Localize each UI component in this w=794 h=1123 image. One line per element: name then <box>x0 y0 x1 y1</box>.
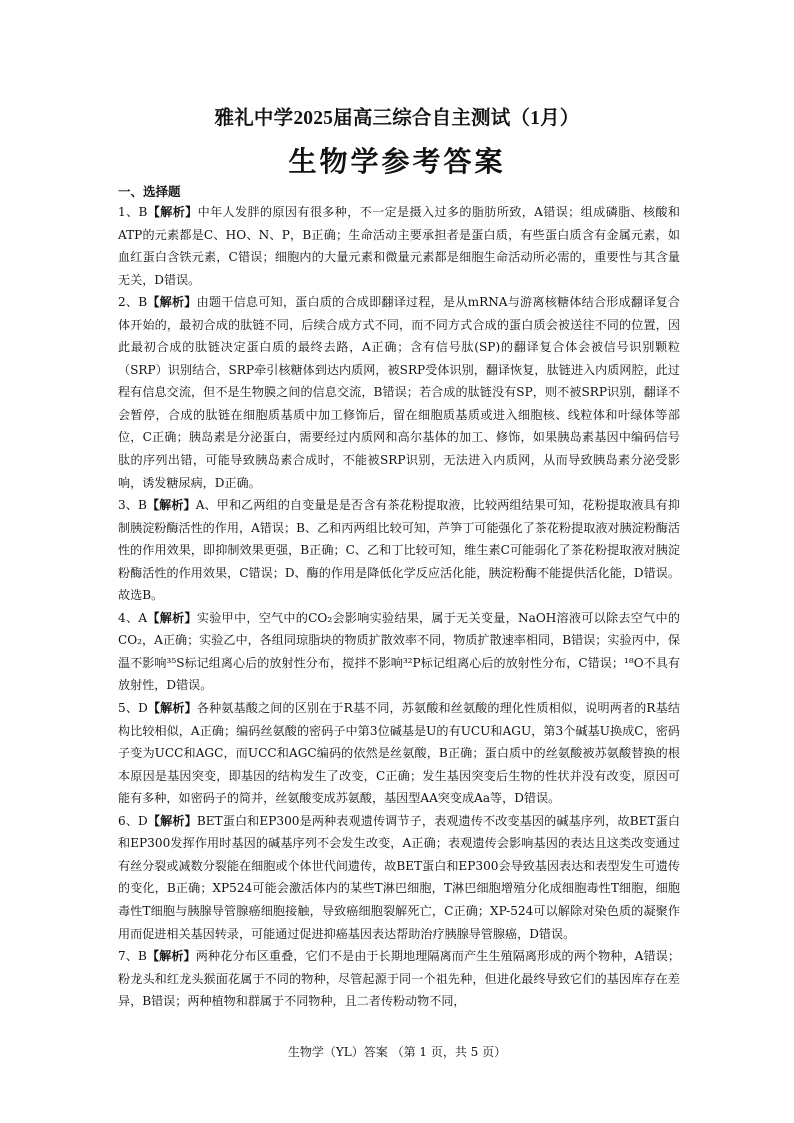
analysis-tag: 【解析】 <box>146 498 196 513</box>
analysis-text: BET蛋白和EP300是两种表观遗传调节子，表观遗传不改变基因的碱基序列，故BET蛋白和EP300发挥作用时基因的碱基序列不会发生改变，A正确；表观遗传会影响基因的表达且这类改变通过有丝分裂或减数分裂能在细胞或个体世代间遗传，故BET蛋白和EP300会导致基因表达和表型发生可遗传的变化，B正确；XP524可能会激活体内的某些T淋巴细胞，T淋巴细胞增殖分化成细胞毒性T细胞，细胞毒性T细胞与胰腺导管腺癌细胞接触，导致癌细胞裂解死亡，C正确；XP-524可以解除对染色质的凝聚作用而促进相关基因转录，可能通过促进抑癌基因表达帮助治疗胰腺导管腺癌，D错误。 <box>118 813 680 941</box>
document-title: 生物学参考答案 <box>288 145 506 178</box>
analysis-text: 实验甲中，空气中的CO₂会影响实验结果，属于无关变量，NaOH溶液可以除去空气中的CO₂，A正确；实验乙中，各组同琼脂块的物质扩散效率不同，物质扩散速率相同，B错误；实验丙中，保温不影响³⁵S标记组离心后的放射性分布，搅拌不影响³²P标记组离心后的放射性分布，C错误；¹⁸O不具有放射性，D错误。 <box>118 610 680 693</box>
answer-number: 1、B <box>118 205 148 219</box>
analysis-text: A、甲和乙两组的自变量是是否含有茶花粉提取液，比较两组结果可知，花粉提取液具有抑制胰淀粉酶活性的作用，A错误；B、乙和丙两组比较可知，芦笋丁可能强化了茶花粉提取液对胰淀粉酶活性的作用效果，即抑制效果更强，B正确；C、乙和丁比较可知，维生素C可能弱化了茶花粉提取液对胰淀粉酶活性的作用效果，C错误；D、酶的作用是降低化学反应活化能，胰淀粉酶不能提供活化能，D错误。故选B。 <box>118 498 680 603</box>
analysis-tag: 【解析】 <box>147 813 197 828</box>
analysis-tag: 【解析】 <box>147 610 197 625</box>
answer-list <box>118 201 680 1013</box>
answer-item-4 <box>118 607 680 697</box>
answer-number: 6、D <box>118 813 148 828</box>
answer-number: 2、B <box>118 295 148 310</box>
answer-number: 4、A <box>118 610 148 625</box>
answer-item-2 <box>118 291 680 494</box>
answer-item-1 <box>118 201 680 291</box>
answer-item-6 <box>118 810 680 945</box>
answer-number: 7、B <box>118 949 147 964</box>
analysis-tag: 【解析】 <box>147 295 197 310</box>
answer-number: 5、D <box>118 701 148 716</box>
answer-item-3 <box>118 494 680 607</box>
analysis-tag: 【解析】 <box>147 205 198 219</box>
analysis-tag: 【解析】 <box>146 949 196 964</box>
analysis-text: 两种花分布区重叠，它们不是由于长期地理隔离而产生生殖隔离形成的两个物种，A错误；粉龙头和红龙头猴面花属于不同的物种，尽管起源于同一个祖先种，但进化最终导致它们的基因库存在差异，B错误；两种植物和群属于不同物种，且二者传粉动物不同， <box>118 949 680 1009</box>
answer-number: 3、B <box>118 498 147 513</box>
answer-item-5 <box>118 697 680 810</box>
school-exam-title: 雅礼中学2025届高三综合自主测试（1月） <box>214 108 580 129</box>
page-footer: 生物学（YL）答案 （第 1 页，共 5 页） <box>287 1045 507 1059</box>
answer-item-7 <box>118 945 680 1013</box>
section-heading: 一、选择题 <box>118 184 181 199</box>
analysis-tag: 【解析】 <box>147 701 197 716</box>
analysis-text: 由题干信息可知，蛋白质的合成即翻译过程，是从mRNA与游离核糖体结合形成翻译复合体开始的，最初合成的肽链不同，后续合成方式不同，而不同方式合成的蛋白质会被送往不同的位置，因此最初合成的肽链决定蛋白质的最终去路，A正确；含有信号肽(SP)的翻译复合体会被信号识别颗粒（SRP）识别结合，SRP牵引核糖体到达内质网，被SRP受体识别，翻译恢复，肽链进入内质网腔，此过程有信息交流，但不是生物膜之间的信息交流，B错误；若合成的肽链没有SP，则不被SRP识别，翻译不会暂停，合成的肽链在细胞质基质中加工修饰后，留在细胞质基质或进入细胞核、线粒体和叶绿体等部位，C正确；胰岛素是分泌蛋白，需要经过内质网和高尔基体的加工、修饰，如果胰岛素基因中编码信号肽的序列出错，可能导致胰岛素合成时，不能被SRP识别，无法进入内质网，从而导致胰岛素分泌受影响，诱发糖尿病，D正确。 <box>118 295 680 490</box>
analysis-text: 中年人发胖的原因有很多种，不一定是摄入过多的脂肪所致，A错误；组成磷脂、核酸和ATP的元素都是C、HO、N、P，B正确；生命活动主要承担者是蛋白质，有些蛋白质含有金属元素，如血红蛋白含铁元素，C错误；细胞内的大量元素和微量元素都是细胞生命活动所必需的，重要性与其含量无关，D错误。 <box>118 205 680 287</box>
analysis-text: 各种氨基酸之间的区别在于R基不同，苏氨酸和丝氨酸的理化性质相似，说明两者的R基结构比较相似，A正确；编码丝氨酸的密码子中第3位碱基是U的有UCU和AGU，第3个碱基U换成C，密码子变为UCC和AGC，而UCC和AGC编码的依然是丝氨酸，B正确；蛋白质中的丝氨酸被苏氨酸替换的根本原因是基因突变，即基因的结构发生了改变，C正确；发生基因突变后生物的性状并没有改变，原因可能有多种，如密码子的简并，丝氨酸变成苏氨酸，基因型AA突变成Aa等，D错误。 <box>118 701 680 806</box>
